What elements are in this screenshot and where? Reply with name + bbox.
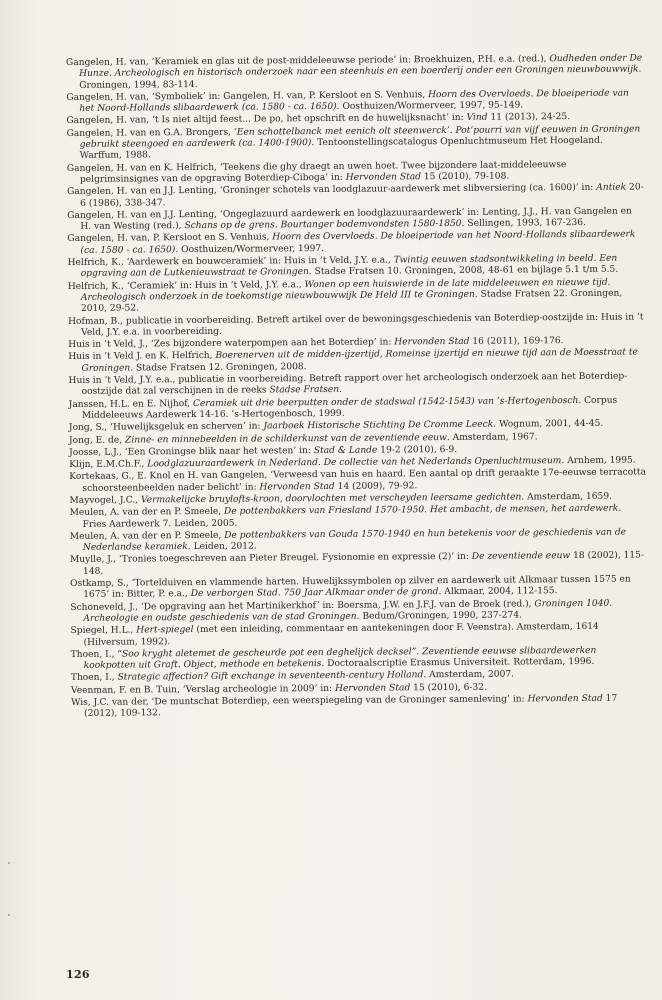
reference-text: 19-2 (2010), 6-9. [377, 444, 458, 456]
reference-title: Hoorn des Overvloeds. De bloeiperiode van het Noord-Hollands slibaardewerk (ca. 1580 - ca. 1650) [79, 88, 629, 115]
reference-title: Stad & Lande [313, 445, 378, 456]
reference-entry [68, 348, 646, 375]
reference-text: Huis in ’t Veld, J., ‘Zes bijzondere waterpompen aan het Boterdiep’ in: [68, 337, 395, 351]
margin-mark [8, 862, 10, 864]
reference-text: Janssen, H.L. en E. Nijhof, [68, 398, 194, 410]
reference-entry [68, 277, 646, 315]
reference-title: Groningen 1040. Archeologie en oudste geschiedenis van de stad Groningen [83, 598, 613, 624]
reference-title: Boerenerven uit de midden-ijzertijd, Romeinse ijzertijd en nieuwe tijd aan de Moesstraat te Groningen [81, 347, 638, 374]
reference-text: . [339, 385, 343, 396]
reference-text: Helfrich, K., ‘Aardewerk en bouwceramiek’ in: Huis in ’t Veld, J.Y. e.a., [67, 255, 394, 269]
reference-text: Gangelen, H. van, ‘Keramiek en glas uit de post-middeleeuwse periode’ in: Broekhuizen, P.H. e.a. (red.), [66, 54, 550, 68]
reference-text: 18 (2002), 115-148. [82, 550, 645, 577]
reference-entry [67, 183, 645, 210]
reference-text: Gangelen, H. van en K. Helfrich, ‘Teekens die ghy draegt an uwen hoet. Twee bijzondere laat-middeleeuwse pelgrimsinsignes van de opgraving Boterdiep-Ciboga’ in: [66, 159, 567, 185]
reference-text: Jong, S., ‘Huwelijksgeluk en scherven’ in: [68, 421, 264, 434]
reference-text: Veenman, F. en B. Tuin, ‘Verslag archeologie in 2009’ in: [70, 683, 336, 696]
reference-text: Muylle, J., ‘Tronies toegeschreven aan Pieter Breugel. Fysionomie en expressie (2)’ in: [69, 552, 472, 566]
reference-title: Schans op de grens. Bourtanger bodemvondsten 1580-1850 [184, 219, 462, 232]
reference-entry [68, 312, 646, 339]
reference-text: Gangelen, H. van en J.J. Lenting, ‘Groninger schotels van loodglazuur-aardewerk met slibversiering (ca. 1600)’ in: [67, 183, 597, 198]
reference-text: Thoen, I., [70, 649, 118, 660]
reference-text: Wis, J.C. van der, ‘De muntschat Boterdiep, een weerspiegeling van de Groninger samenleving’ in: [71, 694, 528, 709]
reference-text: (met een inleiding, commentaar en aantekeningen door F. Veenstra). Amsterdam, 1614 (Hilversum, 1992). [83, 622, 599, 648]
reference-text: Spiegel, H.L., [70, 625, 137, 637]
reference-text: 15 (2010), 79-108. [420, 171, 510, 183]
reference-entry [69, 395, 647, 422]
reference-text: Meulen, A. van der en P. Smeele, [69, 507, 225, 519]
reference-title: Loodglazuuraardewerk in Nederland. De collectie van het Nederlands Openluchtmuseum [147, 456, 562, 470]
reference-title: Zinne- en minnebeelden in de schilderkunst van de zeventiende eeuw [124, 432, 447, 446]
reference-text: Mayvogel, J.C., [69, 495, 142, 506]
reference-title: “Soo kryght aletemet de gescheurde pot een deghelijck decksel”. Zeventiende eeuwse slibaardewerken kookpotten uit Graft. Object, methode en betekenis [83, 645, 597, 672]
reference-title: Hoorn des Overvloeds. De bloeiperiode van het Noord-Hollands slibaardewerk (ca. 1580 - ca. 1650) [80, 229, 636, 256]
reference-title: Stadse Fratsen [269, 385, 340, 396]
reference-text: Gangelen, H. van, ‘t Is niet altijd feest... De po, het opschrift en de huwelijksnacht’ in: [66, 113, 467, 127]
reference-title: Hervonden Stad [345, 172, 422, 183]
reference-text: . Alkmaar, 2004, 112-155. [438, 586, 558, 598]
reference-title: Ceramiek uit drie beerputten onder de stadswal (1542-1543) van ’s-Hertogenbosch [192, 395, 579, 409]
reference-text: Gangelen, H. van en J.J. Lenting, ‘Ongeglazuurd aardewerk en loodglazuuraardewerk’ in: Lenting, J.J., H. van Gangelen en H. van Westing (red.), [67, 206, 632, 233]
reference-title: ‘Een schottelbanck met eenich olt steenwerck’. Pot’pourri van vijf eeuwen in Groningen gebruikt steengoed en aardewerk (ca. 1400-1900) [79, 124, 641, 150]
reference-title: Vermakelijcke bruylofts-kroon, doorvlochten met verscheyden leersame gedichten [140, 492, 522, 506]
reference-text: . Amsterdam, 1659. [521, 491, 613, 503]
reference-text: Meulen, A. van der en P. Smeele, [69, 530, 225, 542]
reference-title: Hervonden Stad [394, 336, 470, 348]
reference-text: . Amsterdam, 2007. [423, 669, 515, 681]
reference-text: Huis in ’t Veld J. en K. Helfrich, [68, 351, 216, 363]
reference-text: 17 (2012), 109-132. [84, 693, 618, 720]
reference-title: Vind [466, 113, 488, 124]
reference-text: Gangelen, H. van, P. Kersloot en S. Venhuis, [67, 232, 273, 245]
reference-text: . Doctoraalscriptie Erasmus Universiteit. Rotterdam, 1996. [321, 657, 595, 670]
reference-text: Helfrich, K., ‘Ceramiek’ in: Huis in ’t Veld, J.Y. e.a., [67, 279, 305, 292]
reference-text: . Stadse Fratsen 22. Groningen, 2010, 29-52. [80, 288, 623, 315]
reference-text: Gangelen, H. van en G.A. Brongers, [66, 127, 235, 139]
reference-text: 11 (2013), 24-25. [487, 112, 571, 124]
reference-text: . Stadse Fratsen 10. Groningen, 2008, 48-61 en bijlage 5.1 t/m 5.5. [308, 265, 619, 278]
reference-entry [68, 254, 646, 281]
reference-entry [70, 551, 648, 578]
reference-text: Ostkamp, S., ‘Tortelduiven en vlammende harten. Huwelijkssymbolen op zilver en aardewerk uit Alkmaar tussen 1575 en 1675’ in: Bitter, P. e.a., [70, 574, 631, 601]
reference-entry [68, 371, 646, 398]
reference-text: Gangelen, H. van, ‘Symboliek’ in: Gangelen, H. van, P. Kersloot en S. Venhuis, [66, 90, 429, 103]
reference-title: De pottenbakkers van Friesland 1570-1950. Het ambacht, de mensen, het aardewerk [223, 503, 619, 518]
reference-title: Hervonden Stad [259, 481, 335, 493]
reference-text: Schoneveld, J., ‘De opgraving aan het Martinikerkhof’ in: Boersma, J.W. en J.F.J. van de Broek (red.), [70, 598, 535, 613]
reference-text: . Leiden, 2012. [187, 541, 257, 553]
reference-text: 16 (2011), 169-176. [469, 336, 564, 347]
reference-entry [69, 468, 647, 495]
reference-entry [70, 504, 648, 531]
reference-text: 20-6 (1986), 338-347. [80, 182, 644, 209]
reference-text: . Bedum/Groningen, 1990, 237-274. [356, 610, 523, 622]
reference-entry [70, 622, 648, 649]
reference-text: Huis in ’t Veld, J.Y. e.a., publicatie in voorbereiding. Betreft rapport over het archeologisch onderzoek aan het Boterdiep-oostzijde dat zal verschijnen in de reeks [68, 371, 628, 398]
reference-text: . Fries Aardewerk 7. Leiden, 2005. [82, 503, 622, 530]
reference-title: Strategic affection? Gift exchange in seventeenth-century Holland [117, 670, 424, 684]
bibliography-list [66, 53, 649, 721]
margin-mark [8, 914, 10, 916]
reference-text: . Amsterdam, 1967. [446, 431, 538, 443]
reference-text: . Sellingen, 1993, 167-236. [461, 218, 587, 230]
reference-title: Antiek [596, 182, 627, 194]
reference-text: . Arnhem, 1995. [561, 455, 636, 467]
reference-title: Oudheden onder De Hunze. Archeologisch en historisch onderzoek naar een steenhuis en een boerderij onder een Groningen nieuwbouwwijk [79, 53, 643, 80]
reference-text: Thoen, I., [70, 673, 118, 684]
reference-entry [67, 206, 645, 233]
reference-title: Hervonden Stad [335, 683, 411, 694]
reference-title: Hervonden Stad [527, 693, 603, 705]
reference-text: Hofman, B., publicatie in voorbereiding. Betreft artikel over de bewoningsgeschiedenis van Boterdiep-oostzijde in: Huis in ’t Veld, J.Y. e.a. in voorbereiding. [68, 312, 644, 338]
reference-title: De pottenbakkers van Gouda 1570-1940 en hun betekenis voor de geschiedenis van de Nederlandse keramiek [82, 527, 627, 554]
reference-title: Wonen op een huiswierde in de late middeleeuwen en nieuwe tijd. Archeologisch onderzoek in de toekomstige nieuwbouwwijk De Held III te Groningen [80, 277, 611, 303]
reference-title: Hert-spiegel [136, 625, 194, 636]
reference-text: 14 (2009), 79-92. [334, 480, 418, 492]
reference-text: . Stadse Fratsen 12. Groningen, 2008. [130, 361, 307, 374]
reference-entry [71, 645, 649, 672]
reference-text: . Groningen, 1994, 83-114. [79, 64, 642, 91]
reference-entry [71, 693, 649, 720]
reference-text: Joosse, L.J., ‘Een Groningse blik naar het westen’ in: [69, 445, 314, 458]
reference-text: 15 (2010), 6-32. [410, 682, 488, 694]
page-number: 126 [66, 968, 90, 981]
reference-title: Twintig eeuwen stadsontwikkeling in beeld. Een opgraving aan de Lutkenieuwstraat te Groningen [80, 253, 618, 280]
reference-entry [67, 124, 645, 162]
reference-text: . Oosthuizen/Wormerveer, 1997, 95-149. [336, 100, 524, 113]
reference-text: . Tentoonstellingscatalogus Openluchtmuseum Het Hoogeland. Warffum, 1988. [79, 135, 603, 162]
reference-text: . Oosthuizen/Wormerveer, 1997. [175, 243, 325, 255]
reference-entry [66, 53, 644, 91]
reference-text: Jong, E. de, [68, 435, 126, 446]
reference-text: . Wognum, 2001, 44-45. [493, 418, 604, 430]
reference-text: Kortekaas, G., E. Knol en H. van Gangelen, ‘Verweesd van huis en haard. Een aantal op drift geraakte 17e-eeuwse terracotta schoorsteenbeelden nader belicht’ in: [69, 467, 647, 494]
reference-entry [67, 230, 645, 257]
reference-title: De zeventiende eeuw [471, 551, 571, 563]
reference-text: Klijn, E.M.Ch.F., [69, 459, 148, 471]
reference-title: Jaarboek Historische Stichting De Cromme Leeck [263, 419, 494, 432]
reference-title: De verborgen Stad. 750 Jaar Alkmaar onder de grond [190, 587, 439, 600]
reference-text: . Corpus Middeleeuws Aardewerk 14-16. ’s-Hertogenbosch, 1999. [81, 395, 618, 421]
reference-entry [70, 575, 648, 602]
